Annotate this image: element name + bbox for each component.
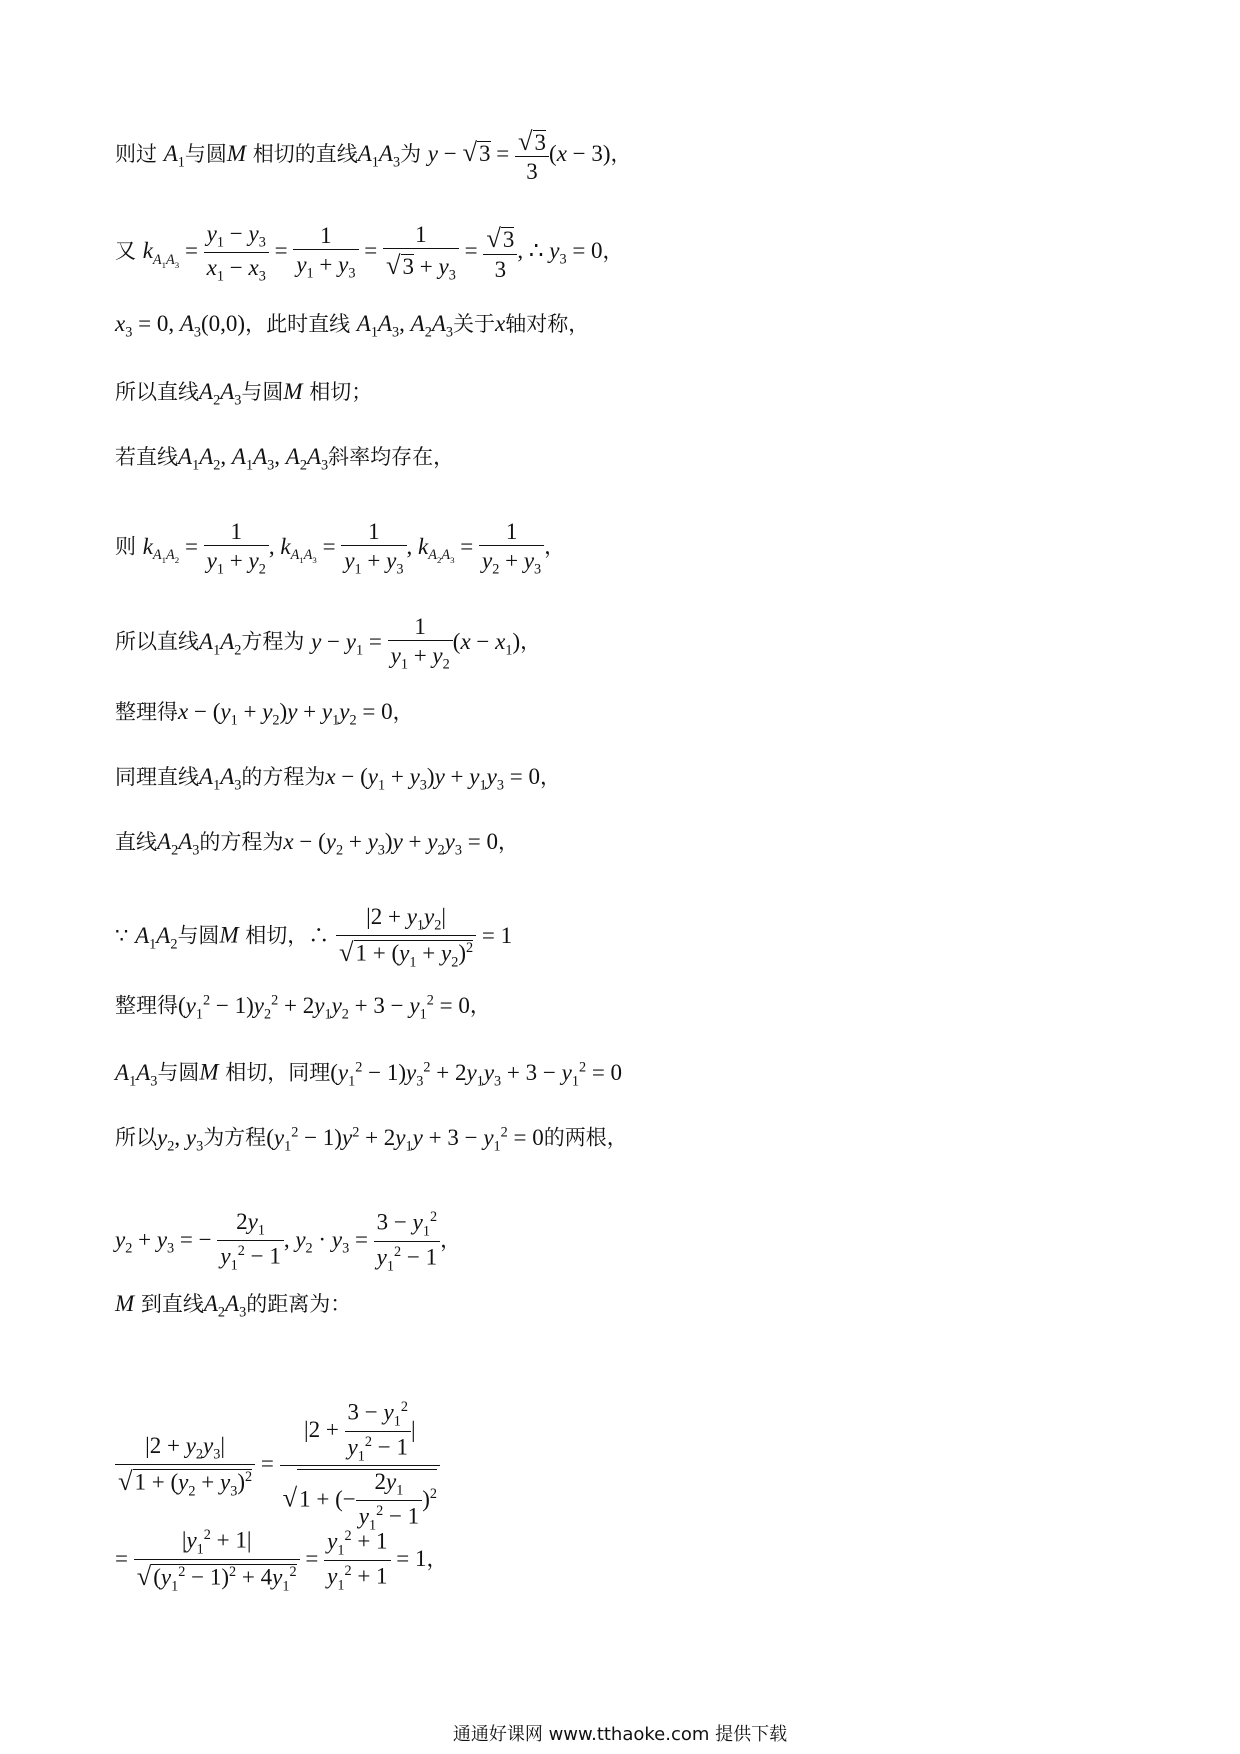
line-9: 同理直线$A_1A_3$的方程为$x - (y_1 + y_3)y + y_1y_3 = 0$， xyxy=(115,764,561,794)
page-footer: 通通好课网 www.tthaoke.com 提供下载 xyxy=(452,1724,788,1745)
line-12: 整理得$(y_1^2 - 1)y_2^2 + 2y_1y_2 + 3 - y_1^2 = 0$， xyxy=(115,992,491,1023)
line-11: ∵ $A_1A_2$与圆M 相切，∴ $\frac{|2 + y_1y_2|}{√1 + (y_1 + y_2)^2}$ = 1 xyxy=(115,904,513,971)
line-15: $y_2 + y_3$ = − $\frac{2y_1}{y_1^2 - 1}$ , $y_2 \cdot y_3$ = $\frac{3 - y_1^2}{y_1^2 - 1}$ ， xyxy=(115,1209,462,1274)
line-14: 所以$y_2$, $y_3$为方程$(y_1^2 - 1)y^2 + 2y_1y + 3 - y_1^2 = 0$的两根， xyxy=(115,1124,628,1155)
line-7: 所以直线$A_1A_2$方程为 $y - y_1$ = $\frac{1}{y_1 + y_2}$ $(x - x_1)$， xyxy=(115,614,542,673)
line-13: $A_1A_3$与圆M 相切，同理$(y_1^2 - 1)y_3^2 + 2y_1y_3 + 3 - y_1^2 = 0$ xyxy=(115,1059,623,1090)
line-16: M 到直线$A_2A_3$的距离为： xyxy=(115,1291,352,1321)
line-1: 则过 $A_1$与圆M 相切的直线$A_1A_3$为 y − √3 = $\frac{√3}{3}$ (x − 3)， xyxy=(115,126,632,185)
line-2: 又 $k_{A_1A_3}$ = $\frac{y_1 - y_3}{x_1 - x_3}$ = $\frac{1}{y_1 + y_3}$ = $\frac{1}{√3 + y_3}$ = $\frac{√3}{3}$ , ∴ $y_3 = 0$， xyxy=(115,221,624,285)
line-8: 整理得$x - (y_1 + y_2)y + y_1y_2 = 0$， xyxy=(115,699,414,729)
line-5: 若直线$A_1A_2$, $A_1A_3$, $A_2A_3$斜率均存在， xyxy=(115,444,455,474)
line-6: 则 $k_{A_1A_2}$ = $\frac{1}{y_1 + y_2}$ , $k_{A_1A_3}$ = $\frac{1}{y_1 + y_3}$ , $k_{A_2A_3}$ = $\frac{1}{y_2 + y_3}$ ， xyxy=(115,519,566,578)
line-17: $\frac{|2 + y_2y_3|}{√1 + (y_2 + y_3)^2}$ = |2 + $\frac{3 - y_1^2}{y_1^2 - 1}$ | √1 + (− $\frac{2y_1}{y_1^2 - 1}$ )$^2$ xyxy=(115,1400,440,1532)
line-4: 所以直线$A_2A_3$与圆M 相切； xyxy=(115,379,373,409)
line-18: = $\frac{|y_1^2 + 1|}{√(y_1^2 - 1)^2 + 4y_1^2}$ = $\frac{y_1^2 + 1}{y_1^2 + 1}$ = 1， xyxy=(115,1527,448,1595)
line-3: $x_3 = 0$, $A_3(0,0)$，此时直线 $A_1A_3$, $A_2A_3$关于x轴对称， xyxy=(115,311,590,341)
line-10: 直线$A_2A_3$的方程为$x - (y_2 + y_3)y + y_2y_3 = 0$， xyxy=(115,829,519,859)
